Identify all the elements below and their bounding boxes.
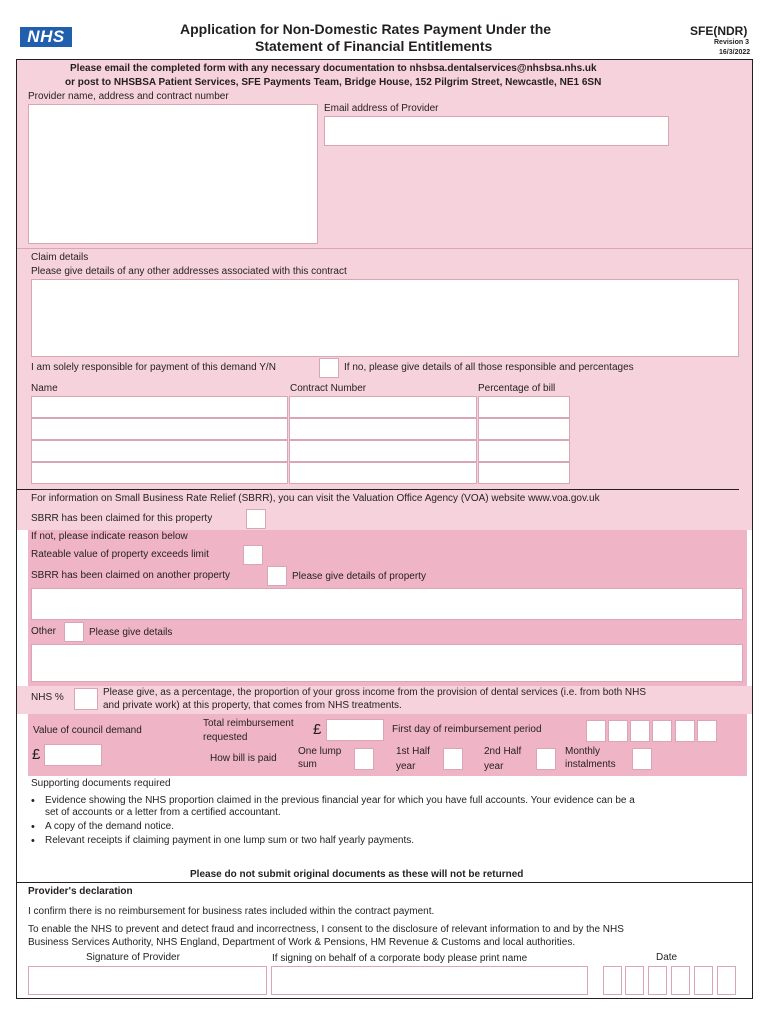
reimb-currency: £ [313,721,322,738]
first-half-label-line1: 1st Half [396,746,430,757]
nhs-percent-label: NHS % [31,692,64,703]
responsible-contract-field[interactable] [289,462,477,484]
first-day-digit[interactable] [586,720,606,742]
supporting-item: • Relevant receipts if claiming payment in one lump sum or two half yearly payments. [28,835,743,847]
responsible-percentage-field[interactable] [478,418,570,440]
first-day-digit[interactable] [697,720,717,742]
col-percentage-header: Percentage of bill [478,383,556,394]
date-digit[interactable] [717,966,736,995]
provider-name-label: Provider name, address and contract number [28,91,229,102]
responsible-percentage-field[interactable] [478,396,570,418]
supporting-warning: Please do not submit original documents as these will not be returned [190,869,524,880]
lump-label-line2: sum [298,759,317,770]
property-details-field[interactable] [31,588,743,620]
sbrr-info: For information on Small Business Rate Relief (SBRR), you can visit the Valuation Office Agency (VOA) website www.voa.gov.uk [31,493,600,504]
declaration-line3: Business Services Authority, NHS England, Department of Work & Pensions, HM Revenue & Customs and local authorities. [28,937,576,948]
form-title-line2: Statement of Financial Entitlements [255,38,493,54]
first-half-label-line2: year [396,761,416,772]
supporting-item: • Evidence showing the NHS proportion claimed in the previous financial year for which you have full accounts. Your evidence can be a set of accounts or a letter from a certified accountant. [28,795,743,819]
property-details-label: Please give details of property [292,571,426,582]
nhs-logo: NHS [20,27,72,47]
email-label: Email address of Provider [324,103,439,114]
declaration-line2: To enable the NHS to prevent and detect fraud and incorrectness, I consent to the disclosure of relevant information to and by the NHS [28,924,624,935]
responsible-name-field[interactable] [31,440,288,462]
responsible-name-field[interactable] [31,418,288,440]
instructions-line1: Please email the completed form with any necessary documentation to nhsbsa.dentalservices@nhsbsa.nhs.uk [70,63,597,74]
responsible-contract-field[interactable] [289,418,477,440]
first-day-label: First day of reimbursement period [392,724,542,735]
if-no-label: If no, please give details of all those responsible and percentages [344,362,634,373]
first-day-digit[interactable] [630,720,650,742]
lump-sum-checkbox[interactable] [354,748,374,770]
supporting-title: Supporting documents required [31,778,171,789]
supporting-list [28,795,743,849]
signature-field[interactable] [28,966,267,995]
col-name-header: Name [31,383,58,394]
total-reimb-field[interactable] [326,719,384,741]
revision: Revision 3 [714,39,750,46]
first-half-checkbox[interactable] [443,748,463,770]
nhs-percent-field[interactable] [74,688,98,710]
council-demand-label: Value of council demand [33,725,142,736]
sbrr-claimed-label: SBRR has been claimed for this property [31,513,213,524]
divider [17,882,752,883]
monthly-label-line1: Monthly [565,746,601,757]
form-code: SFE(NDR) [690,24,748,38]
rateable-checkbox[interactable] [243,545,263,565]
sbrr-other-property-label: SBRR has been claimed on another property [31,570,231,581]
second-half-checkbox[interactable] [536,748,556,770]
sbrr-claimed-checkbox[interactable] [246,509,266,529]
other-addresses-label: Please give details of any other addresses associated with this contract [31,266,347,277]
date-label: Date [656,952,678,963]
responsible-contract-field[interactable] [289,396,477,418]
other-details-label: Please give details [89,627,173,638]
total-reimb-label-line2: requested [203,732,248,743]
instructions-line2: or post to NHSBSA Patient Services, SFE Payments Team, Bridge House, 152 Pilgrim Street, Newcastle, NE1 6SN [65,77,602,88]
date-digit[interactable] [694,966,713,995]
date-digit[interactable] [671,966,690,995]
nhs-percent-desc2: and private work) at this property, that comes from NHS treatments. [103,700,402,711]
responsible-percentage-field[interactable] [478,440,570,462]
lump-label-line1: One lump [298,746,342,757]
responsible-name-field[interactable] [31,462,288,484]
second-half-label-line1: 2nd Half [484,746,522,757]
supporting-item: • A copy of the demand notice. [28,821,743,833]
date-digit[interactable] [648,966,667,995]
revision-date: 16/3/2022 [719,49,751,56]
how-paid-label: How bill is paid [210,753,277,764]
sbrr-other-property-checkbox[interactable] [267,566,287,586]
total-reimb-label-line1: Total reimbursement [203,718,294,729]
other-addresses-field[interactable] [31,279,739,357]
council-demand-field[interactable] [44,744,102,766]
first-day-digit[interactable] [675,720,695,742]
council-currency: £ [32,746,41,763]
first-day-digit[interactable] [608,720,628,742]
responsible-name-field[interactable] [31,396,288,418]
date-digit[interactable] [603,966,622,995]
responsible-percentage-field[interactable] [478,462,570,484]
responsible-label: I am solely responsible for payment of this demand Y/N [31,362,276,373]
col-contract-header: Contract Number [290,383,367,394]
claim-title: Claim details [31,252,89,263]
second-half-label-line2: year [484,761,504,772]
other-details-field[interactable] [31,644,743,682]
declaration-line1: I confirm there is no reimbursement for business rates included within the contract payment. [28,906,435,917]
form-title-line1: Application for Non-Domestic Rates Payment Under the [180,21,552,37]
first-day-digit[interactable] [652,720,672,742]
declaration-title: Provider's declaration [28,886,133,897]
sbrr-if-not-label: If not, please indicate reason below [31,531,188,542]
monthly-checkbox[interactable] [632,748,652,770]
monthly-label-line2: instalments [565,759,616,770]
rateable-label: Rateable value of property exceeds limit [31,549,209,560]
responsible-contract-field[interactable] [289,440,477,462]
provider-name-field[interactable] [28,104,318,244]
corporate-label: If signing on behalf of a corporate body please print name [272,953,528,964]
other-checkbox[interactable] [64,622,84,642]
date-digit[interactable] [625,966,644,995]
responsible-yn-field[interactable] [319,358,339,378]
corporate-name-field[interactable] [271,966,588,995]
nhs-percent-desc1: Please give, as a percentage, the proportion of your gross income from the provision of dental services (i.e. from both NHS [103,687,647,698]
email-field[interactable] [324,116,669,146]
other-label: Other [31,626,57,637]
signature-label: Signature of Provider [86,952,180,963]
